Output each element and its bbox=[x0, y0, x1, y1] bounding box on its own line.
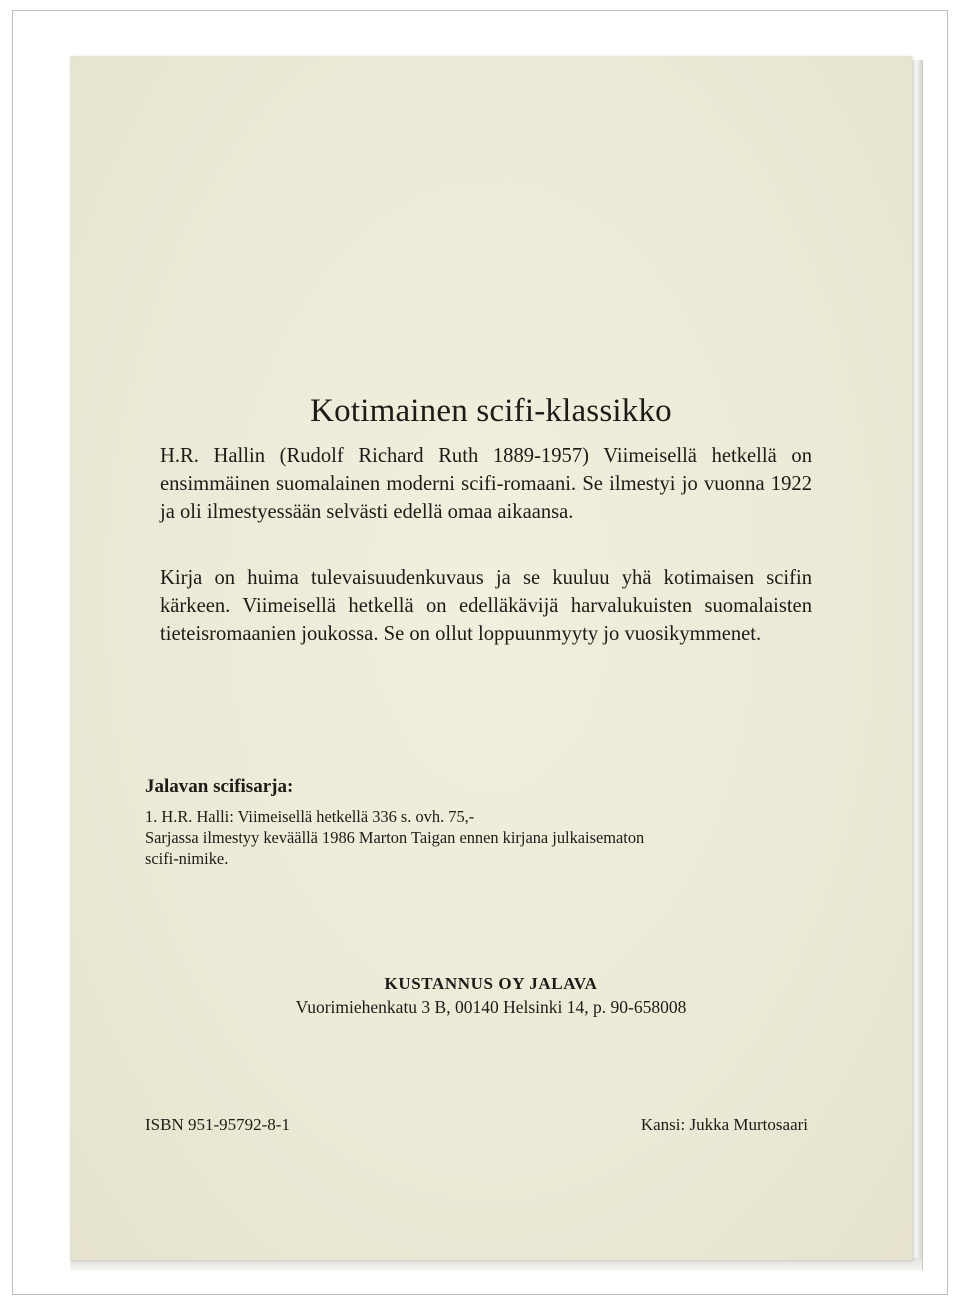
blurb-paragraph-1: H.R. Hallin (Rudolf Richard Ruth 1889-1957) Viimeisellä hetkellä on ensimmäinen suomalainen moderni scifi-romaani. Se ilmestyi jo vuonna 1922 ja oli ilmestyessään selvästi edellä omaa aikaansa. bbox=[160, 445, 812, 523]
series-line: Sarjassa ilmestyy keväällä 1986 Marton Taigan ennen kirjana julkaisematon bbox=[145, 828, 645, 847]
series-line: 1. H.R. Halli: Viimeisellä hetkellä 336 s. ovh. 75,- bbox=[145, 807, 475, 826]
cover-heading: Kotimainen scifi-klassikko bbox=[310, 393, 672, 429]
cover-credit: Kansi: Jukka Murtosaari bbox=[640, 1115, 808, 1134]
publisher-name: KUSTANNUS OY JALAVA bbox=[384, 974, 598, 993]
series-list bbox=[145, 806, 825, 869]
back-cover bbox=[70, 56, 912, 1260]
isbn-number: ISBN 951-95792-8-1 bbox=[145, 1115, 290, 1134]
publisher-address: Vuorimiehenkatu 3 B, 00140 Helsinki 14, p. 90-658008 bbox=[295, 997, 687, 1017]
blurb-paragraph-2: Kirja on huima tulevaisuudenkuvaus ja se kuuluu yhä kotimaisen scifin kärkeen. Viimeisellä hetkellä on edelläkävijä harvalukuisten suomalaisten tieteisromaanien joukossa. Se on ollut loppuunmyyty jo vuosikymmenet. bbox=[160, 567, 812, 645]
series-line: scifi-nimike. bbox=[145, 849, 229, 868]
series-title: Jalavan scifisarja: bbox=[145, 776, 294, 797]
